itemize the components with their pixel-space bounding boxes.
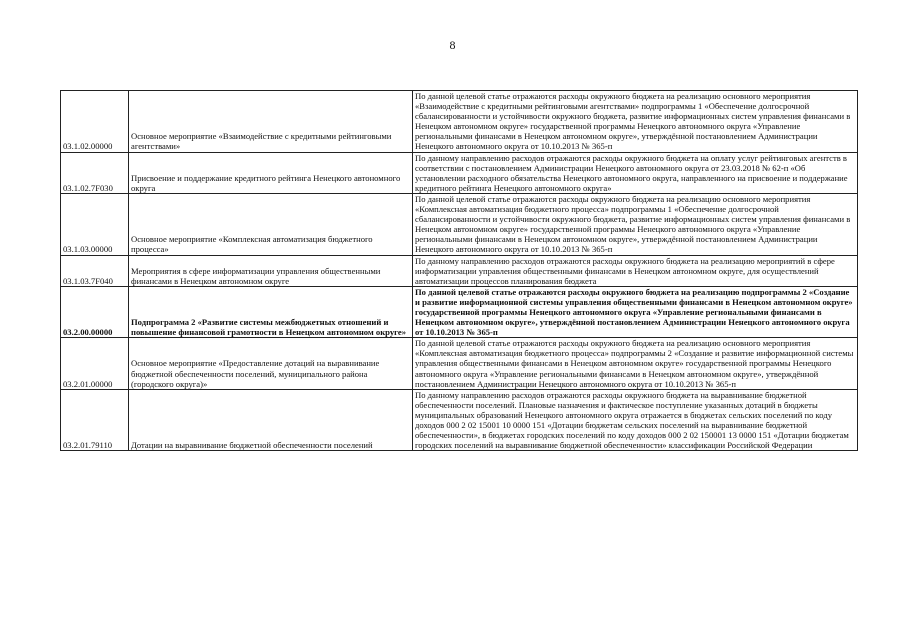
expense-description: По данному направлению расходов отражаются расходы окружного бюджета на выравнивание бюджетной обеспеченности поселений. Плановые назначения и фактическое поступление указанных дотаций в бюджеты муниципальных образований Ненецкого автономного округа отражается в бюджетах сельских поселений по коду доходов 000 2 02 15001 10 0000 151 «Дотации бюджетам сельских поселений на выравнивание бюджетной обеспеченности», в бюджетах городских поселений по коду доходов 000 2 02 150001 13 0000 151 «Дотации бюджетам городских поселений на выравнивание бюджетной обеспеченности» классификации Российской Федерации xyxy=(413,389,858,451)
expense-name: Мероприятия в сфере информатизации управления общественными финансами в Ненецком автономном округе xyxy=(129,255,413,286)
expense-description: По данной целевой статье отражаются расходы окружного бюджета на реализацию основного мероприятия «Комплексная автоматизация бюджетного процесса» подпрограммы 2 «Создание и развитие информационной системы управления общественными финансами в Ненецком автономном округе» государственной программы Ненецкого автономного округа «Управление региональными финансами в Ненецком автономном округе», утверждённой постановлением Администрации Ненецкого автономного округа от 10.10.2013 № 365-п xyxy=(413,338,858,389)
expense-name: Основное мероприятие «Комплексная автоматизация бюджетного процесса» xyxy=(129,193,413,255)
target-article-code: 03.2.01.79110 xyxy=(61,389,129,451)
target-article-code: 03.1.02.00000 xyxy=(61,91,129,153)
table-row xyxy=(61,255,858,286)
expense-name: Присвоение и поддержание кредитного рейтинга Ненецкого автономного округа xyxy=(129,152,413,193)
target-article-code: 03.1.03.00000 xyxy=(61,193,129,255)
budget-classification-table xyxy=(60,90,858,451)
target-article-code: 03.2.00.00000 xyxy=(61,286,129,337)
table-row xyxy=(61,389,858,451)
target-article-code: 03.1.03.7F040 xyxy=(61,255,129,286)
expense-name: Дотации на выравнивание бюджетной обеспеченности поселений xyxy=(129,389,413,451)
expense-name: Подпрограмма 2 «Развитие системы межбюджетных отношений и повышение финансовой грамотности в Ненецком автономном округе» xyxy=(129,286,413,337)
expense-name: Основное мероприятие «Предоставление дотаций на выравнивание бюджетной обеспеченности поселений, муниципального района (городского округа)» xyxy=(129,338,413,389)
table-row xyxy=(61,91,858,153)
expense-description: По данному направлению расходов отражаются расходы окружного бюджета на реализацию мероприятий в сфере информатизации управления общественными финансами в Ненецком автономном округе, для осуществлений автоматизации процессов планирования бюджета xyxy=(413,255,858,286)
expense-description: По данному направлению расходов отражаются расходы окружного бюджета на оплату услуг рейтинговых агентств в соответствии с постановлением Администрации Ненецкого автономного округа от 23.03.2018 № 62-п «Об установлении расходного обязательства Ненецкого автономного округа, направленного на присвоение и поддержание кредитного рейтинга Ненецкого автономного округа» xyxy=(413,152,858,193)
table-row xyxy=(61,152,858,193)
expense-name: Основное мероприятие «Взаимодействие с кредитными рейтинговыми агентствами» xyxy=(129,91,413,153)
target-article-code: 03.1.02.7F030 xyxy=(61,152,129,193)
table-row xyxy=(61,286,858,337)
table-row xyxy=(61,193,858,255)
table-row xyxy=(61,338,858,389)
page-number: 8 xyxy=(449,38,456,52)
expense-description: По данной целевой статье отражаются расходы окружного бюджета на реализацию основного мероприятия «Комплексная автоматизация бюджетного процесса» подпрограммы 1 «Обеспечение долгосрочной сбалансированности и устойчивости окружного бюджета, развитие информационных систем управления финансами в Ненецком автономном округе» государственной программы Ненецкого автономного округа «Управление региональными финансами в Ненецком автономном округе», утверждённой постановлением Администрации Ненецкого автономного округа от 10.10.2013 № 365-п xyxy=(413,193,858,255)
expense-description: По данной целевой статье отражаются расходы окружного бюджета на реализацию подпрограммы 2 «Создание и развитие информационной системы управления общественными финансами в Ненецком автономном округе» государственной программы Ненецкого автономного округа «Управление региональными финансами в Ненецком автономном округе», утверждённой постановлением Администрации Ненецкого автономного округа от 10.10.2013 № 365-п xyxy=(413,286,858,337)
target-article-code: 03.2.01.00000 xyxy=(61,338,129,389)
expense-description: По данной целевой статье отражаются расходы окружного бюджета на реализацию основного мероприятия «Взаимодействие с кредитными рейтинговыми агентствами» подпрограммы 1 «Обеспечение долгосрочной сбалансированности и устойчивости окружного бюджета, развитие информационных систем управления финансами в Ненецком автономном округе» государственной программы Ненецкого автономного округа «Управление региональными финансами в Ненецком автономном округе», утверждённой постановлением Администрации Ненецкого автономного округа от 10.10.2013 № 365-п xyxy=(413,91,858,153)
